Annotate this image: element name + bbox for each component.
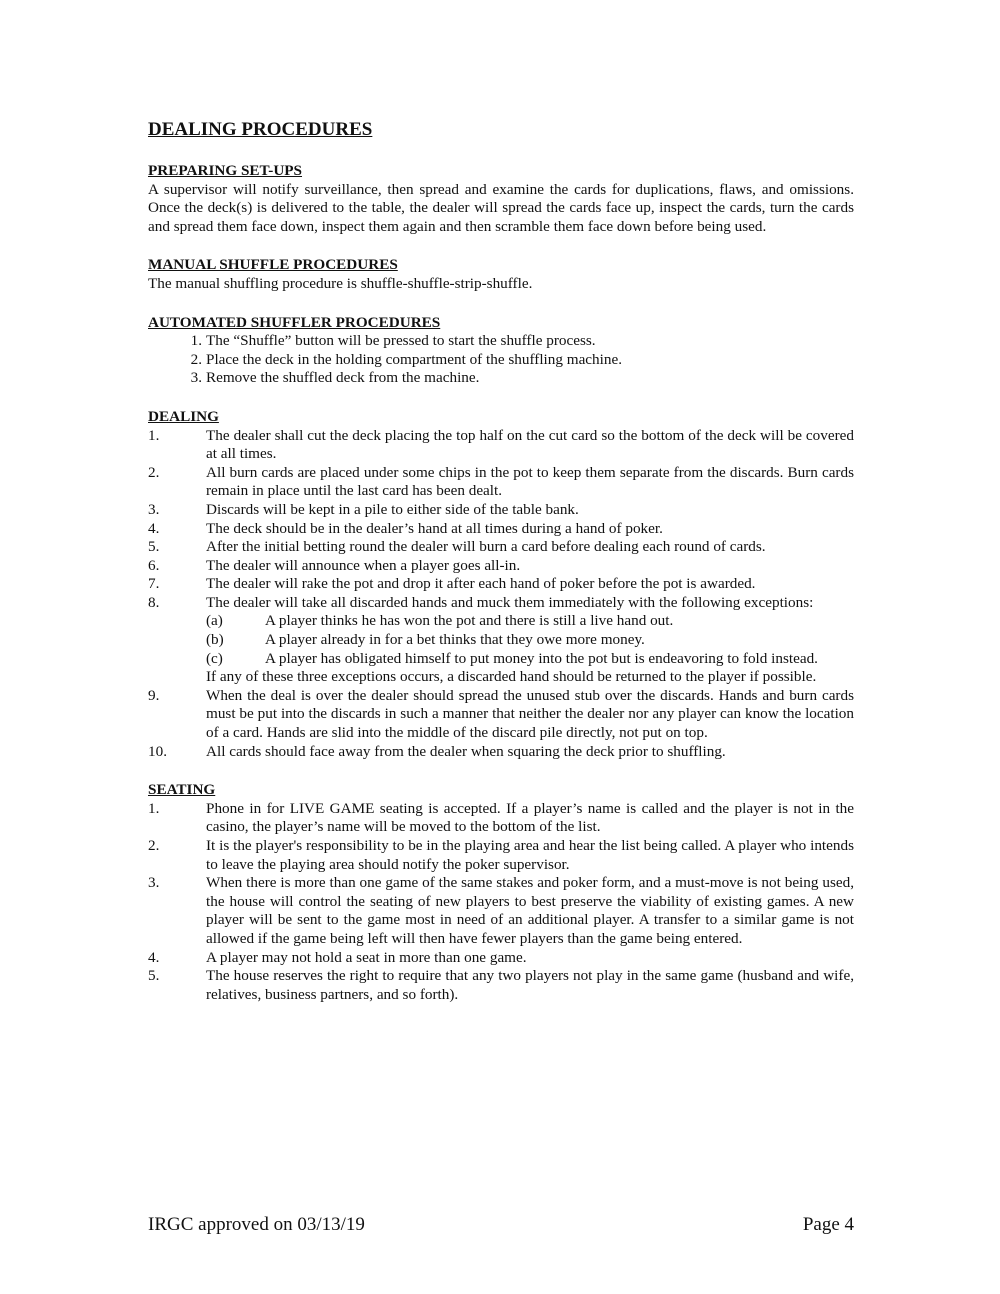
- exceptions-note: If any of these three exceptions occurs, a discarded hand should be returned to the player if possible.: [206, 668, 817, 686]
- list-item: [148, 687, 854, 743]
- list-item-number: 3.: [190, 369, 202, 387]
- list-item: [148, 369, 854, 388]
- dealing-rules-list: [148, 427, 854, 762]
- list-item: [148, 837, 854, 874]
- list-item-text: The dealer will take all discarded hands and muck them immediately with the following exceptions:: [206, 593, 814, 611]
- section-heading-dealing: DEALING: [148, 407, 219, 425]
- list-item-number: 10.: [148, 742, 167, 760]
- list-item-number: 1.: [148, 799, 160, 817]
- list-item-number: 4.: [148, 948, 160, 966]
- list-item-text: The dealer will rake the pot and drop it after each hand of poker before the pot is awarded.: [206, 575, 756, 593]
- list-item-text: The “Shuffle” button will be pressed to start the shuffle process.: [206, 332, 596, 350]
- automated-steps-list: [148, 332, 854, 388]
- list-item-text: After the initial betting round the dealer will burn a card before dealing each round of cards.: [206, 538, 766, 556]
- exception-item: [206, 612, 854, 631]
- list-item: [148, 874, 854, 948]
- list-item-number: 2.: [148, 463, 160, 481]
- list-item-text: The deck should be in the dealer’s hand at all times during a hand of poker.: [206, 519, 663, 537]
- list-item-text: All cards should face away from the dealer when squaring the deck prior to shuffling.: [206, 742, 726, 760]
- exception-label: (a): [206, 612, 223, 630]
- preparing-paragraph: A supervisor will notify surveillance, then spread and examine the cards for duplications, flaws, and omissions. Once the deck(s) is delivered to the table, the dealer will spread the cards face up, inspect the cards, turn the cards and spread them face down, inspect them again and then scramble them face down before being used.: [148, 180, 854, 235]
- list-item-text: The house reserves the right to require that any two players not play in the same game (husband and wife, relatives, business partners, and so forth).: [206, 967, 854, 1003]
- section-preparing-set-ups: [148, 162, 854, 236]
- list-item-number: 5.: [148, 538, 160, 556]
- list-item-text: It is the player's responsibility to be in the playing area and hear the list being called. A player who intends to leave the playing area should notify the poker supervisor.: [206, 837, 854, 873]
- list-item-number: 3.: [148, 500, 160, 518]
- list-item-number: 9.: [148, 686, 160, 704]
- list-item-text: Place the deck in the holding compartment of the shuffling machine.: [206, 350, 622, 368]
- section-dealing: [148, 408, 854, 761]
- list-item: [148, 464, 854, 501]
- exception-text: A player already in for a bet thinks that they owe more money.: [265, 631, 645, 649]
- list-item: [148, 538, 854, 557]
- list-item-text: When there is more than one game of the same stakes and poker form, and a must-move is not being used, the house will control the seating of new players to best preserve the viability of existing games. A new player will be sent to the game most in need of an additional player. A transfer to a similar game is not allowed if the game being left will then have fewer players than the game being entered.: [206, 874, 854, 947]
- list-item-text: Remove the shuffled deck from the machine.: [206, 369, 480, 387]
- section-heading-manual: MANUAL SHUFFLE PROCEDURES: [148, 256, 398, 274]
- list-item-number: 2.: [190, 350, 202, 368]
- exception-label: (b): [206, 631, 224, 649]
- list-item-number: 1.: [148, 426, 160, 444]
- section-seating: [148, 781, 854, 1004]
- list-item: [148, 501, 854, 520]
- list-item: [148, 557, 854, 576]
- exception-item: [206, 631, 854, 650]
- exception-label: (c): [206, 649, 223, 667]
- list-item: [148, 800, 854, 837]
- manual-paragraph: The manual shuffling procedure is shuffle-shuffle-strip-shuffle.: [148, 274, 533, 292]
- exception-text: A player has obligated himself to put money into the pot but is endeavoring to fold instead.: [265, 649, 818, 667]
- section-heading-preparing: PREPARING SET-UPS: [148, 162, 303, 179]
- list-item-number: 6.: [148, 556, 160, 574]
- section-heading-seating: SEATING: [148, 781, 216, 799]
- exception-item: [206, 650, 854, 669]
- list-item-number: 2.: [148, 837, 160, 854]
- list-item: [148, 575, 854, 594]
- section-manual-shuffle: [148, 256, 854, 293]
- list-item-text: Phone in for LIVE GAME seating is accepted. If a player’s name is called and the player is not in the casino, the player’s name will be moved to the bottom of the list.: [206, 799, 854, 836]
- list-item-text: Discards will be kept in a pile to either side of the table bank.: [206, 500, 579, 518]
- list-item-text: All burn cards are placed under some chips in the pot to keep them separate from the discards. Burn cards remain in place until the last card has been dealt.: [206, 463, 854, 500]
- list-item: [148, 949, 854, 968]
- page-title: DEALING PROCEDURES: [148, 119, 373, 140]
- list-item: [148, 351, 854, 370]
- list-item-text: A player may not hold a seat in more than one game.: [206, 948, 527, 966]
- list-item: [148, 594, 854, 687]
- list-item-text: When the deal is over the dealer should spread the unused stub over the discards. Hands and burn cards must be put into the discards in such a manner that neither the dealer nor any player can know the location of a card. Hands are slid into the middle of the discard pile directly, not put on top.: [206, 686, 854, 742]
- list-item-text: The dealer will announce when a player goes all-in.: [206, 556, 521, 574]
- list-item-number: 1.: [190, 332, 202, 350]
- page-number: Page 4: [802, 1214, 854, 1235]
- list-item: [148, 520, 854, 539]
- seating-rules-list: [148, 800, 854, 1005]
- document-body: [148, 118, 854, 1024]
- list-item-number: 4.: [148, 519, 160, 537]
- list-item-text: The dealer shall cut the deck placing the top half on the cut card so the bottom of the deck will be covered at all times.: [206, 426, 854, 463]
- list-item: [148, 967, 854, 1004]
- list-item-number: 3.: [148, 874, 160, 892]
- section-automated-shuffler: [148, 314, 854, 388]
- list-item: [148, 332, 854, 351]
- approval-date: IRGC approved on 03/13/19: [148, 1214, 365, 1235]
- list-item: [148, 743, 854, 762]
- exceptions-list: [206, 612, 854, 668]
- list-item-number: 7.: [148, 575, 160, 593]
- page-footer: [148, 1213, 854, 1237]
- list-item: [148, 427, 854, 464]
- list-item-number: 8.: [148, 593, 160, 611]
- exception-text: A player thinks he has won the pot and there is still a live hand out.: [265, 612, 674, 630]
- section-heading-automated: AUTOMATED SHUFFLER PROCEDURES: [148, 313, 441, 331]
- list-item-number: 5.: [148, 967, 160, 985]
